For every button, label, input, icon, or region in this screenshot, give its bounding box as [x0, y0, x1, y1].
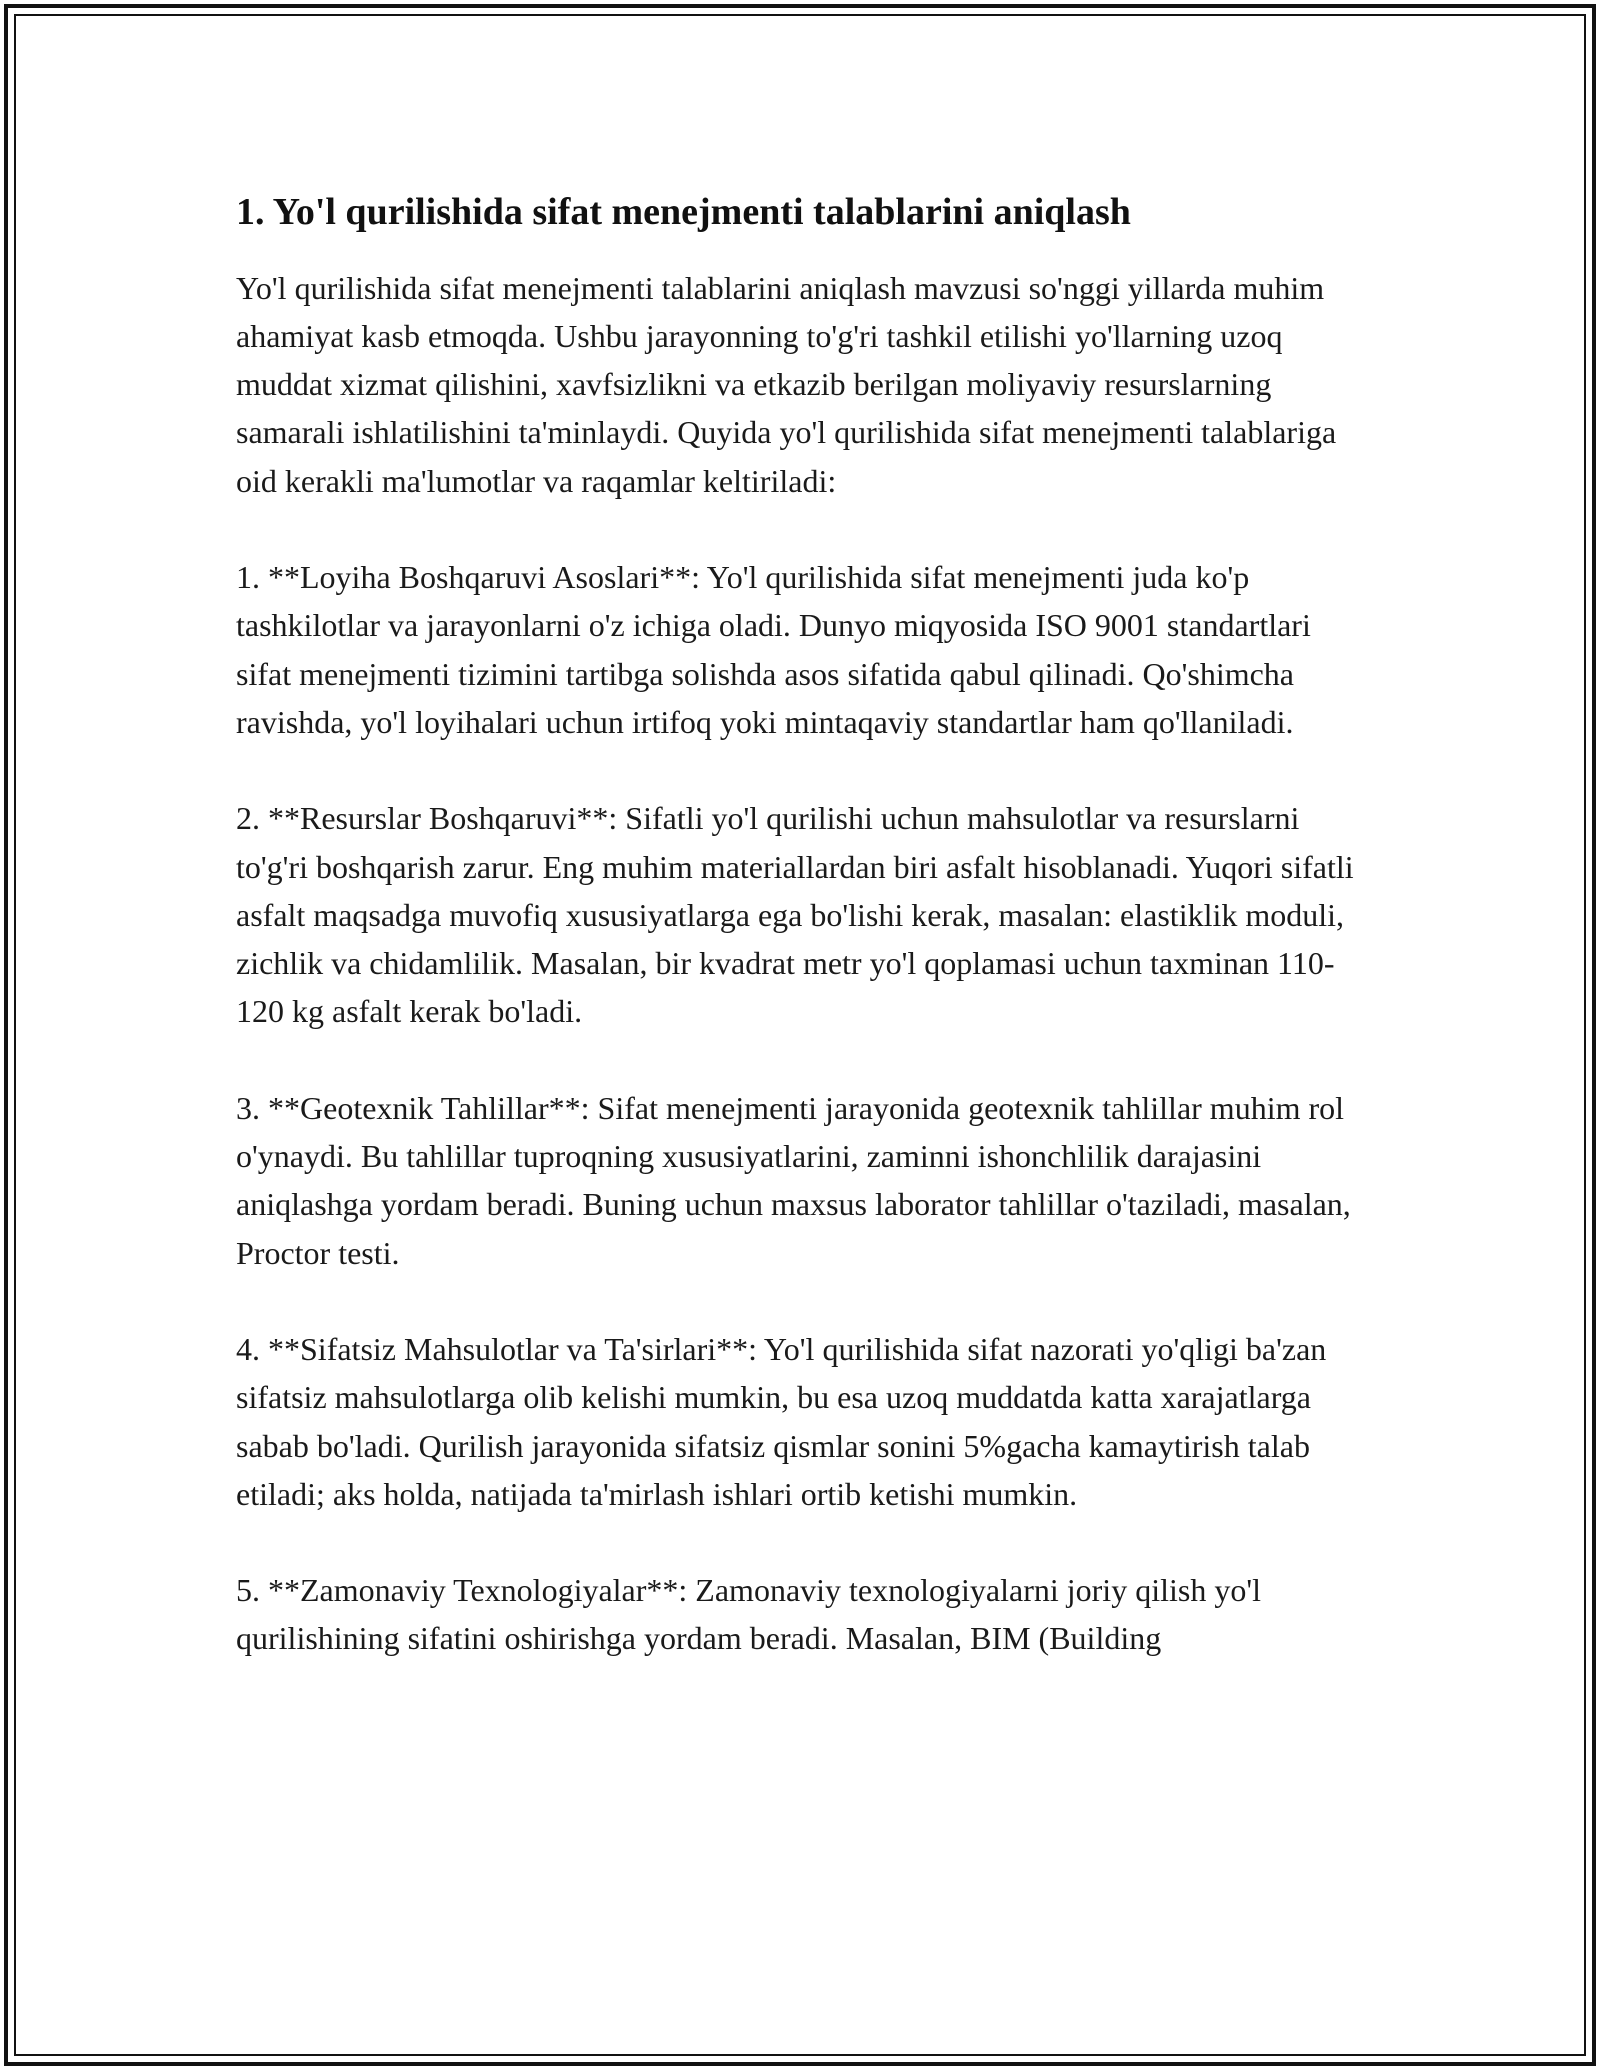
intro-paragraph: Yo'l qurilishida sifat menejmenti talablarini aniqlash mavzusi so'nggi yillarda muhim ahamiyat kasb etmoqda. Ushbu jarayonning to'g'ri tashkil etilishi yo'llarning uzoq muddat xizmat qilishini, xavfsizlikni va etkazib berilgan moliyaviy resurslarning samarali ishlatilishini ta'minlaydi. Quyida yo'l qurilishida sifat menejmenti talablariga oid kerakli ma'lumotlar va raqamlar keltiriladi: [236, 269, 1337, 499]
item-paragraph-1: 1. **Loyiha Boshqaruvi Asoslari**: Yo'l qurilishida sifat menejmenti juda ko'p tashkilotlar va jarayonlarni o'z ichiga oladi. Dunyo miqyosida ISO 9001 standartlari sifat menejmenti tizimini tartibga solishda asos sifatida qabul qilinadi. Qo'shimcha ravishda, yo'l loyihalari uchun irtifoq yoki mintaqaviy standartlar ham qo'llaniladi. [236, 559, 1311, 740]
item-paragraph-4: 4. **Sifatsiz Mahsulotlar va Ta'sirlari**: Yo'l qurilishida sifat nazorati yo'qligi ba'zan sifatsiz mahsulotlarga olib kelishi mumkin, bu esa uzoq muddatda katta xarajatlarga sabab bo'ladi. Qurilish jarayonida sifatsiz qismlar sonini 5%gacha kamaytirish talab etiladi; aks holda, natijada ta'mirlash ishlari ortib ketishi mumkin. [236, 1330, 1327, 1512]
document-body [236, 180, 1366, 1711]
item-paragraph-2: 2. **Resurslar Boshqaruvi**: Sifatli yo'l qurilishi uchun mahsulotlar va resurslarni to'g'ri boshqarish zarur. Eng muhim materiallardan biri asfalt hisoblanadi. Yuqori sifatli asfalt maqsadga muvofiq xususiyatlarga ega bo'lishi kerak, masalan: elastiklik moduli, zichlik va chidamlilik. Masalan, bir kvadrat metr yo'l qoplamasi uchun taxminan 110-120 kg asfalt kerak bo'ladi. [236, 800, 1354, 1030]
section-heading: 1. Yo'l qurilishida sifat menejmenti talablarini aniqlash [236, 191, 1131, 233]
item-paragraph-3: 3. **Geotexnik Tahlillar**: Sifat menejmenti jarayonida geotexnik tahlillar muhim rol o'ynaydi. Bu tahlillar tuproqning xususiyatlarini, zaminni ishonchlilik darajasini aniqlashga yordam beradi. Buning uchun maxsus laborator tahlillar o'taziladi, masalan, Proctor testi. [236, 1089, 1351, 1271]
item-paragraph-5: 5. **Zamonaviy Texnologiyalar**: Zamonaviy texnologiyalarni joriy qilish yo'l qurilishining sifatini oshirishga yordam beradi. Masalan, BIM (Building [236, 1572, 1261, 1657]
